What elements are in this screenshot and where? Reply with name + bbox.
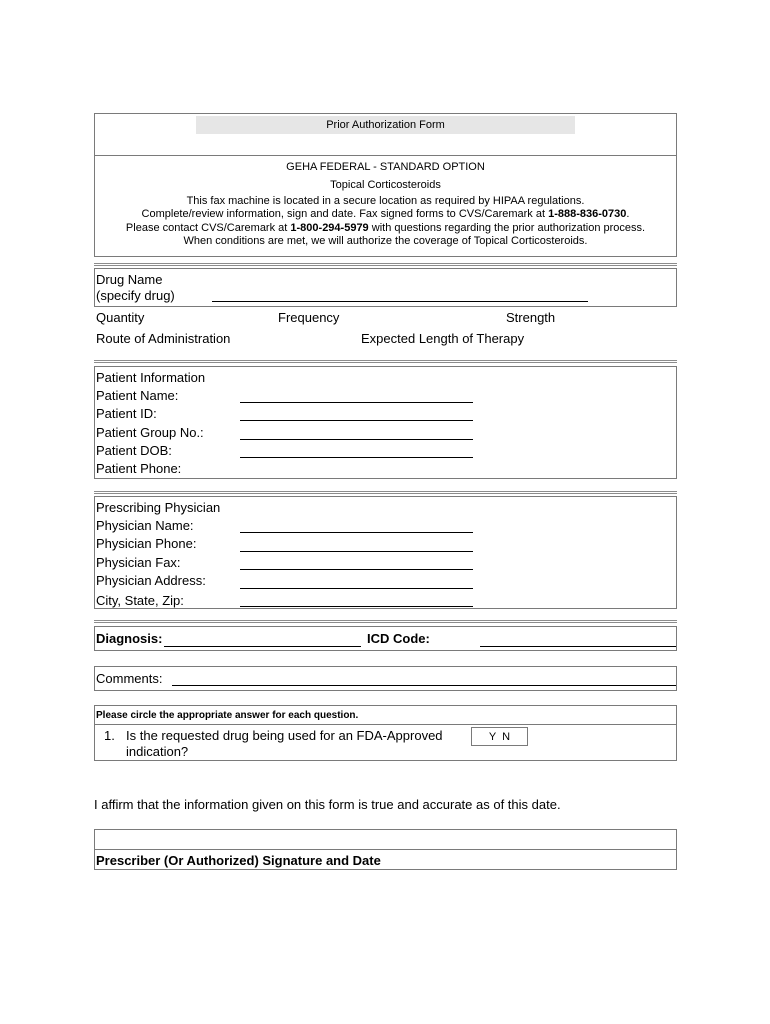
physician-address-field[interactable] (240, 588, 473, 589)
patient-phone-label: Patient Phone: (96, 461, 182, 476)
fax-number: 1-888-836-0730 (548, 208, 627, 220)
section-separator (94, 360, 677, 363)
physician-fax-field[interactable] (240, 569, 473, 570)
yes-no-answer[interactable]: Y N (488, 731, 511, 743)
signature-label: Prescriber (Or Authorized) Signature and Date (96, 853, 381, 868)
question-number: 1. (104, 728, 115, 743)
icd-code-field[interactable] (480, 646, 676, 647)
patient-id-field[interactable] (240, 420, 473, 421)
diagnosis-label: Diagnosis: (96, 631, 163, 646)
patient-dob-label: Patient DOB: (96, 443, 172, 458)
section-separator (94, 263, 677, 266)
drug-name-label: Drug Name (96, 272, 163, 287)
city-state-zip-field[interactable] (240, 606, 473, 607)
plan-name: GEHA FEDERAL - STANDARD OPTION (286, 161, 485, 173)
drug-name-field[interactable] (212, 301, 588, 302)
comments-box (94, 666, 677, 691)
specify-drug-label: (specify drug) (96, 288, 175, 303)
questions-instruction: Please circle the appropriate answer for each question. (96, 710, 359, 721)
patient-name-field[interactable] (240, 402, 473, 403)
quantity-label: Quantity (96, 310, 145, 325)
drug-class: Topical Corticosteroids (330, 179, 441, 191)
physician-phone-label: Physician Phone: (96, 536, 197, 551)
question-text-line1: Is the requested drug being used for an FDA-Approved (126, 728, 443, 743)
form-title: Prior Authorization Form (326, 119, 445, 131)
section-separator (94, 620, 677, 623)
patient-group-field[interactable] (240, 439, 473, 440)
comments-field[interactable] (172, 685, 676, 686)
fax-instructions: Complete/review information, sign and date. Fax signed forms to CVS/Caremark at 1-888-836-0730. (141, 208, 630, 220)
physician-fax-label: Physician Fax: (96, 555, 181, 570)
comments-label: Comments: (96, 671, 163, 686)
patient-name-label: Patient Name: (96, 388, 179, 403)
length-of-therapy-label: Expected Length of Therapy (361, 331, 525, 346)
physician-heading: Prescribing Physician (96, 500, 221, 515)
patient-id-label: Patient ID: (96, 406, 157, 421)
signature-field[interactable] (95, 830, 676, 848)
affirmation-text: I affirm that the information given on this form is true and accurate as of this date. (94, 797, 561, 812)
questions-header-divider (94, 724, 677, 725)
frequency-label: Frequency (278, 310, 340, 325)
strength-label: Strength (506, 310, 556, 325)
icd-code-label: ICD Code: (367, 631, 430, 646)
route-label: Route of Administration (96, 331, 231, 346)
patient-heading: Patient Information (96, 370, 206, 385)
city-state-zip-label: City, State, Zip: (96, 593, 184, 608)
patient-group-label: Patient Group No.: (96, 425, 204, 440)
patient-dob-field[interactable] (240, 457, 473, 458)
phone-number: 1-800-294-5979 (290, 222, 369, 234)
question-text-line2: indication? (126, 744, 189, 759)
physician-name-label: Physician Name: (96, 518, 194, 533)
coverage-note: When conditions are met, we will authorize the coverage of Topical Corticosteroids. (183, 235, 588, 247)
signature-divider (94, 849, 677, 850)
physician-address-label: Physician Address: (96, 573, 206, 588)
physician-phone-field[interactable] (240, 551, 473, 552)
hipaa-notice: This fax machine is located in a secure location as required by HIPAA regulations. (186, 195, 585, 207)
diagnosis-field[interactable] (164, 646, 361, 647)
contact-instructions: Please contact CVS/Caremark at 1-800-294-5979 with questions regarding the prior authorization process. (125, 222, 646, 234)
section-separator (94, 491, 677, 494)
header-divider (94, 155, 677, 156)
physician-name-field[interactable] (240, 532, 473, 533)
